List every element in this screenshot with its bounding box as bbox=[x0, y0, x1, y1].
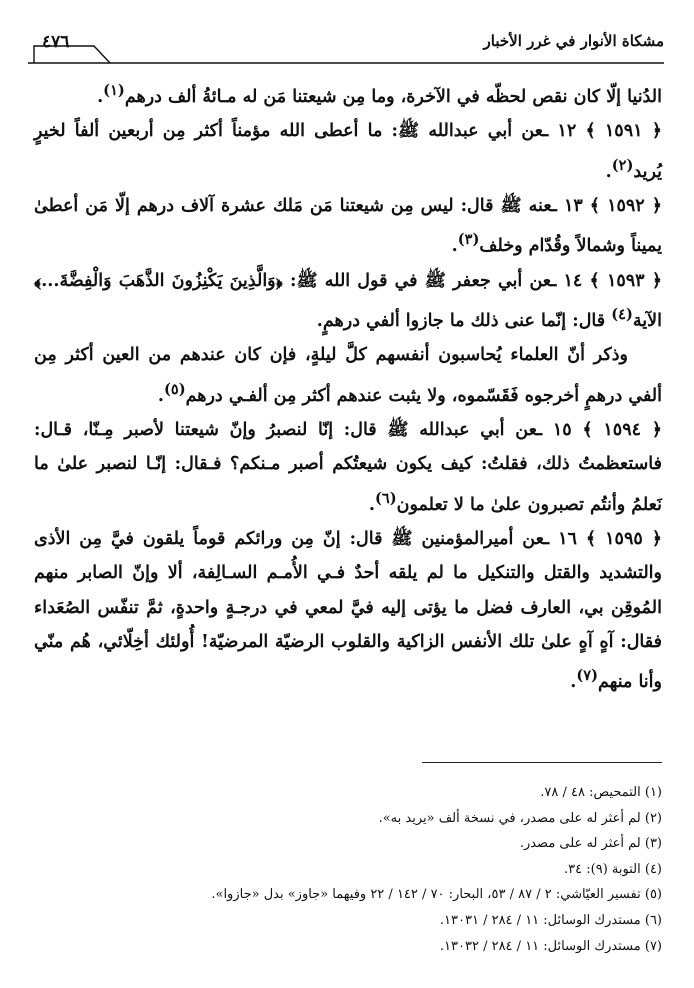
footnote-marker: (٣) bbox=[457, 231, 480, 249]
footnote-marker: (٢) bbox=[611, 156, 634, 174]
hadith-text: عنه ﷺ قال: ليس مِن شيعتنا مَن مَلك عشرة آلاف درهم إلّا مَن أعطىٰ يميناً وشمالاً وقُدّام وخلف bbox=[34, 195, 662, 257]
verse-ref: الآية bbox=[632, 310, 662, 331]
page-header bbox=[28, 30, 664, 66]
hadith-end: . bbox=[368, 494, 375, 515]
hadith-end: . bbox=[97, 86, 104, 107]
page-number: ٤٧٦ bbox=[42, 32, 70, 52]
hadith-number: ﴿ ١٥٩٢ ﴾ bbox=[589, 195, 662, 216]
footnote-2: (٢) لم أعثر له على مصدر، في نسخة ألف «يريد به». bbox=[378, 810, 662, 826]
footnote-marker: (٦) bbox=[375, 489, 397, 507]
hadith-1591 bbox=[34, 114, 662, 189]
footnote-marker: (٥) bbox=[163, 380, 186, 398]
hadith-number: ﴿ ١٥٩٥ ﴾ bbox=[585, 528, 662, 549]
hadith-end: . bbox=[157, 385, 164, 406]
footnote-3: (٣) لم أعثر له على مصدر. bbox=[519, 836, 662, 852]
hadith-1594 bbox=[34, 413, 662, 522]
footnote-marker: (٧) bbox=[576, 667, 599, 685]
hadith-end: . bbox=[570, 672, 577, 693]
hadith-end: . bbox=[605, 161, 612, 182]
hadith-1593 bbox=[34, 264, 662, 339]
footnote-1: (١) التمحيص: ٤٨ / ٧٨. bbox=[540, 785, 662, 800]
hadith-seq: ١٣ ـ bbox=[551, 195, 583, 216]
hadith-text: عن أبي عبدالله ﷺ: ما أعطى الله مؤمناً أكثر مِن أربعين ألفاً لخيرٍ يُريد bbox=[34, 121, 662, 182]
hadith-text: قال: إنّما عنى ذلك ما جازوا ألفي درهمٍ. bbox=[316, 310, 606, 331]
hadith-seq: ١٥ ـ bbox=[537, 419, 572, 440]
quran-verse: ﴿وَالَّذِينَ يَكْنِزُونَ الذَّهَبَ وَالْفِضَّةَ...﴾ bbox=[34, 270, 283, 291]
footnote-4: (٤) التوبة (٩): ٣٤. bbox=[564, 861, 662, 877]
hadith-text: عن أبي جعفر ﷺ في قول الله ﷺ: bbox=[290, 270, 552, 291]
footnotes bbox=[30, 780, 662, 959]
hadith-number: ﴿ ١٥٩١ ﴾ bbox=[585, 121, 662, 142]
hadith-text: عن أميرالمؤمنين ﷺ قال: إنّ مِن ورائكم قوماً يلقون فيَّ مِن الأذى والتشديد والقتل والتنكيل ما لم يلقه أحدٌ فـي الأُمـم السـالِفة، ألا وإنّ الصابر منهم المُوقِن بي، العارف فضل ما يؤتى إليه فيَّ لمعي في درجـةٍ واحدةٍ، ثمَّ تنفّس الصُعَداء فقال: آهٍ آهٍ علىٰ تلك الأنفس الزاكية والقلوب الرضيّة المرضيّة! أُولئك أخِلّائي، هُم منّي وأنا منهم bbox=[34, 528, 662, 693]
running-title: مشكاة الأنوار في غرر الأخبار bbox=[483, 32, 664, 50]
footnote-marker: (٤) bbox=[611, 305, 633, 323]
footnote-5: (٥) تفسير العيّاشي: ٢ / ٨٧ / ٥٣، البحار: ٧٠ / ١٤٢ / ٢٢ وفيهما «جاوز» بدل «جازوا». bbox=[211, 887, 662, 903]
hadith-number: ﴿ ١٥٩٣ ﴾ bbox=[589, 270, 662, 291]
hadith-1593-continuation bbox=[34, 338, 662, 413]
hadith-number: ﴿ ١٥٩٤ ﴾ bbox=[582, 419, 662, 440]
hadith-end: . bbox=[451, 236, 458, 257]
footnote-marker: (١) bbox=[103, 82, 125, 99]
hadith-text: وذكر أنّ العلماء يُحاسبون أنفسهم كلَّ ليلةٍ، فإن كان عندهم من العين أكثر مِن ألفي درهمٍ أخرجوه فَقَسّموه، ولا يثبت عندهم أكثر مِن ألفـي درهم bbox=[34, 345, 662, 406]
hadith-continuation bbox=[34, 74, 662, 114]
hadith-1592 bbox=[34, 189, 662, 264]
hadith-text: عن أبي عبدالله ﷺ قال: إنّا لنصبرُ وإنّ شيعتنا لأصبر مِـنّا، قـال: فاستعظمتُ ذلك، فقلتُ: كيف يكون شيعتُكم أصبر مـنكم؟ فـقال: إنّـا لنصبر علىٰ ما نَعلمُ وأنتُم تصبرون علىٰ ما لا تعلمون bbox=[34, 419, 662, 515]
hadith-body bbox=[34, 74, 662, 700]
hadith-1595 bbox=[34, 522, 662, 700]
hadith-text: الدُنيا إلّا كان نقص لحظّه في الآخرة، وما مِن شيعتنا مَن له مـائةُ ألف درهم bbox=[124, 86, 662, 107]
footnote-7: (٧) مستدرك الوسائل: ١١ / ٢٨٤ / ١٣٠٣٢. bbox=[439, 938, 662, 954]
hadith-seq: ١٢ ـ bbox=[543, 121, 577, 142]
footnote-6: (٦) مستدرك الوسائل: ١١ / ٢٨٤ / ١٣٠٣١. bbox=[439, 912, 662, 928]
hadith-seq: ١٤ ـ bbox=[551, 270, 583, 291]
hadith-seq: ١٦ ـ bbox=[544, 528, 577, 549]
footnote-divider bbox=[422, 762, 662, 763]
